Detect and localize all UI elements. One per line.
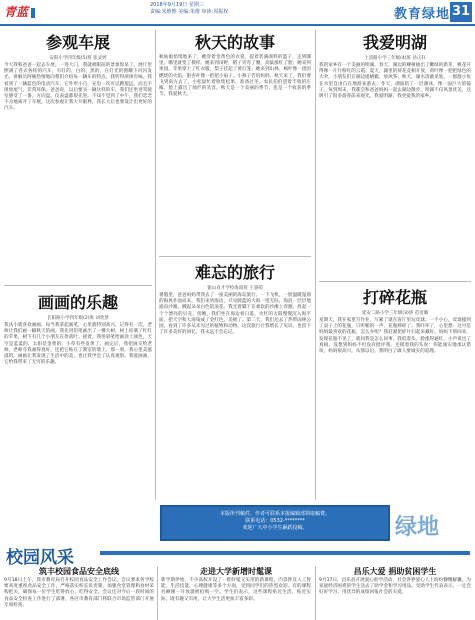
article-body: 秋姑娘悄悄地来了，她穿着金黄色的衣裳，提着装满颜料的篮子，走到哪里，哪里就变了模样。她来到田野，稻子笑弯了腰，高粱涨红了脸；她来到果园，苹果穿上了红衣服，梨子挂起了黄灯笼；她来到山林，枫叶像一团团燃烧的火焰，银杏叶像一把把小扇子。小燕子告诉妈妈，秋天来了，我们要飞到南方去了。小松鼠忙着收集松果，准备过冬。农民伯伯望着丰收的庄稼，脸上露出了灿烂的笑容。秋天是一个美丽的季节，也是一个收获的季节，我爱秋天。 xyxy=(159,55,311,98)
article-body: 9月18日上午，我市教育局召开校园食品安全工作会议。会议要求各学校要高度重视食品安全工作，严格落实校长负责制，加强食堂管理和食材采购把关，确保每一位学生吃得放心、吃得安全。会议还对今后一段时间的食品安全检查工作进行了部署，各区市教育部门将联合市场监管部门开展专项检查。 xyxy=(4,578,154,608)
article-title: 参观车展 xyxy=(45,33,110,52)
article-title: 昌乐大爱 捐助贫困学生 xyxy=(353,566,437,576)
section-title: 教育绿地 xyxy=(394,7,451,22)
article-title: 走进大学新增时髦课 xyxy=(200,566,272,576)
article-drawing xyxy=(4,290,152,540)
article-title: 筑丰校园食品安全底线 xyxy=(39,566,119,576)
divider xyxy=(4,285,152,286)
article-body: 今天我和爸爸一起去车展。一进大门，我就被眼前的景象惊呆了。展厅里摆满了各式各样的汽车，有红的、白的、黑的，在灯光的照耀下闪闪发光。讲解员阿姨热情地向我们介绍每一辆车的特点，我听得津津有味。我看到了一辆蓝色的电动汽车，它外形小巧，充电一次可以跑很远，而且不排放尾气，非常环保。爸爸说，以后要买一辆这样的车。我们还坐进驾驶室感受了一番，方向盘、仪表盘都很先进。不知不觉到了中午，我们恋恋不舍地离开了车展。这次参观让我大开眼界，我长大后也要设计出更好的汽车。 xyxy=(4,63,152,112)
date-editor-line xyxy=(150,2,228,16)
article-title: 难忘的旅行 xyxy=(194,263,275,282)
banner-stripe xyxy=(100,551,470,555)
article-byline: 上清路小学三年级(4)班 孙正轩 xyxy=(364,56,426,61)
notice-line: 本版所刊稿件，作者可联系本报编辑部领取稿费。 xyxy=(219,511,330,517)
campus-section-title: 校园风采 xyxy=(6,548,74,568)
page-number: 31 xyxy=(450,2,472,22)
article-body: 我从小就喜欢画画。每当我拿起画笔，心里就特别高兴。记得有一次，老师让我们画一幅秋天的画。我先用铅笔画出了一棵大树，树上结满了红红的苹果，树下有几个小朋友在捡落叶。接着，我用彩笔给画涂上颜色，天空是蓝蓝的，太阳是金黄的，小草有些发黄了。画完后，我把画交给老师，老师夸我画得真好，还把它贴在了教室的墙上。那一刻，我心里美滋滋的。画画让我发现了生活中的美，也让我学会了认真观察。我爱画画，它给我带来了无穷的乐趣。 xyxy=(4,323,152,366)
article-body: 9月17日，昌乐县开展爱心助学活动，社会各界爱心人士纷纷慷慨解囊，为家庭经济困难的学生送去了助学金和学习用品。受助学生代表表示，一定会好好学习，用优异的成绩回报社会的关爱。 xyxy=(319,578,471,596)
article-trip xyxy=(159,260,311,500)
article-body: 星期天，我在家里写作业，写累了就在客厅里玩皮球。一不小心，皮球撞到了桌子上的花瓶，只听啪的一声，花瓶摔碎了。我吓坏了，心里想：这可是妈妈最喜欢的花瓶，怎么办呢？我赶紧把碎片扫起来藏好。妈妈下班回来，发现花瓶不见了，就问我是怎么回事。我低着头，脸涨得通红，小声说出了真相。没想到妈妈不但没有批评我，还摸着我的头说：你能诚实地承认错误，妈妈很高兴。从那以后，我明白了做人要诚实的道理。 xyxy=(319,318,471,355)
article-byline: 银山育才学校海南班 王睿萌 xyxy=(207,286,263,291)
article-byline: 长阳路小学四年级(2)班 刘欣梦 xyxy=(47,316,109,321)
divider xyxy=(315,30,316,500)
article-title: 画画的乐趣 xyxy=(37,293,118,312)
divider xyxy=(319,281,471,282)
divider xyxy=(159,256,311,257)
article-lake xyxy=(319,30,471,280)
article-body: 新学期伊始，不少高校开设了一批时髦又实用的新课程，内容涉及人工智能、生活技能、心理健康等多个方面，受到同学们的热烈欢迎。有的课程名额刚一开放就被抢购一空。学生们表示，这些课程贴近生活、贴近实际，既有趣又有用，让大学生活更加丰富多彩。 xyxy=(161,578,311,602)
article-vase xyxy=(319,285,471,500)
article-byline: 延安二路小学三年级(3)班 范语璐 xyxy=(361,311,429,316)
notice-line: 联系电话：0532-******** xyxy=(245,518,305,524)
article-new-courses xyxy=(161,566,311,620)
divider xyxy=(315,566,316,620)
article-charity xyxy=(319,566,471,620)
article-food-safety xyxy=(4,566,154,620)
contribution-notice xyxy=(160,505,390,541)
divider xyxy=(157,566,158,620)
newspaper-logo: 青蓝 xyxy=(4,3,35,20)
article-autumn xyxy=(159,30,311,255)
divider xyxy=(155,30,156,500)
article-byline: 安阳小学四年级(5)班 张灵婷 xyxy=(49,56,107,61)
date-text: 2018年9月19日 星期三 xyxy=(150,2,204,8)
article-car-show xyxy=(4,30,152,285)
article-title: 打碎花瓶 xyxy=(362,288,427,307)
campus-section-banner xyxy=(0,543,475,568)
logo-bar-icon xyxy=(31,8,35,18)
article-title: 秋天的故事 xyxy=(194,33,275,52)
article-title: 我爱明湖 xyxy=(362,33,427,52)
section-watermark: 绿地 xyxy=(395,515,440,540)
article-body: 我的家乡有一个美丽的明湖。春天，湖边的柳树抽出了嫩绿的新芽，桃花开得像一片片粉红的云霞；夏天，湖里的荷花竞相开放，荷叶像一把把绿色的大伞，小朋友们在湖边捉蜻蜓、放风筝；秋天，湖水清澈见底，一群群小鱼在水里自由自在地游来游去；冬天，湖面结了一层薄冰，像一面巨大的镜子。每到周末，我都会和爸爸妈妈一起去湖边散步。明湖不仅风景优美，还吸引了很多游客前来观光。我爱明湖，我更爱我的家乡。 xyxy=(319,63,471,100)
page-header xyxy=(0,0,475,26)
editor-text: 责编:朱维维 美编:朱维 审读:周振权 xyxy=(150,9,229,15)
article-body: 暑假里，爸爸妈妈带我去了一座美丽的海岛旅行。一下飞机，一股温暖湿润的海风扑面而来。我们来到海边，只见蔚蓝的大海一望无际，海浪一层层地涌向沙滩，溅起朵朵白色的浪花。我光着脚丫在柔软的沙滩上奔跑，捡起一个个漂亮的贝壳。傍晚，我们坐在海边看日落，火红的太阳慢慢沉入海平面，把天空和大海染成了金红色，美极了。第二天，我们还去了热带雨林公园，看到了许多从未见过的植物和动物。这次旅行让我增长了见识，也留下了许多美好的回忆，我永远不会忘记。 xyxy=(159,293,311,336)
notice-line: 欢迎广大中小学生踊跃投稿。 xyxy=(242,525,308,531)
